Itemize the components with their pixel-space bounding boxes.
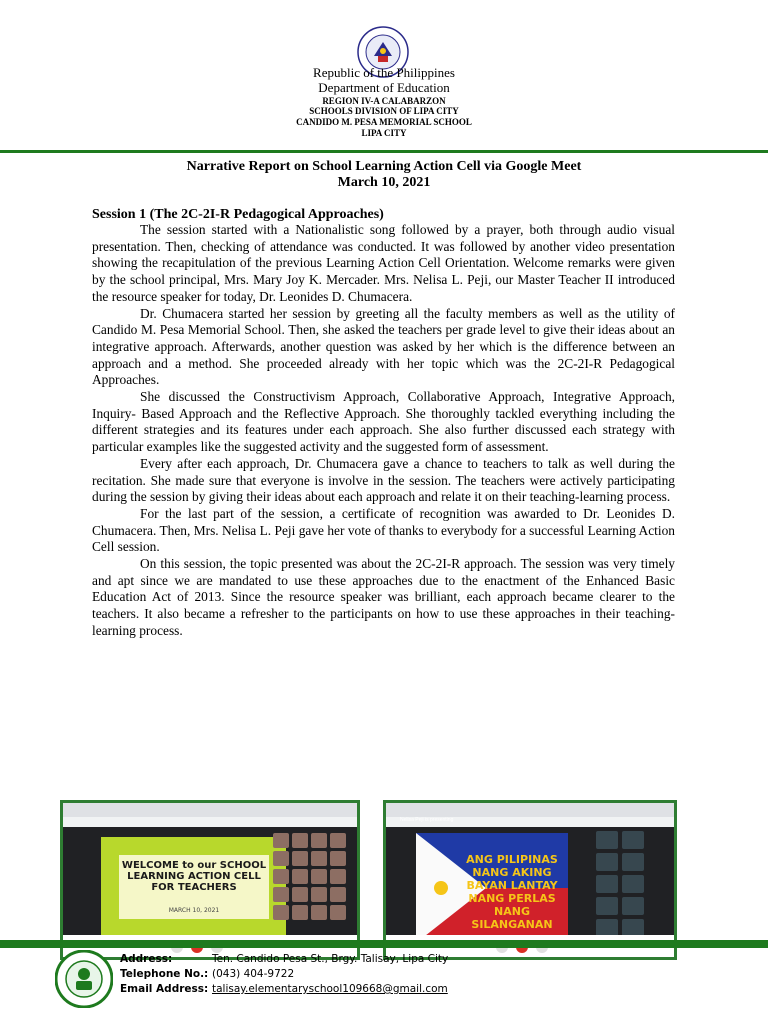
- flag-slide-text: ANG PILIPINAS NANG AKING BAYAN LANTAY NANG PERLAS NANG SILANGANAN: [466, 853, 558, 931]
- city-line: LIPA CITY: [361, 128, 407, 138]
- paragraph: Every after each approach, Dr. Chumacera gave a chance to teachers to talk as well during the recitation. She made sure that everyone is involve in the session. The teachers were actively participating during the session by giving their ideas about each approach and relate it on their teaching-learning process.: [92, 455, 675, 505]
- address-line: [120, 953, 448, 965]
- welcome-slide: [101, 837, 286, 937]
- address-label: Address:: [120, 953, 173, 965]
- browser-tab-bar: [63, 803, 357, 817]
- flag-slide: [416, 833, 568, 943]
- report-body: [92, 222, 675, 640]
- paragraph: She discussed the Constructivism Approach, Collaborative Approach, Integrative Approach, Inquiry- Based Approach and the Reflective Approach. She thoroughly tackled everything including the different strategies and its features under each approach. She also further discussed each strategy with particular examples like the suggested activity and the suggested form of assessment.: [92, 389, 675, 455]
- browser-address-bar: [63, 817, 357, 827]
- republic-line: Republic of the Philippines: [313, 65, 455, 80]
- header-rule: [0, 150, 768, 153]
- address-value: Ten. Candido Pesa St., Brgy. Talisay, Lipa City: [212, 953, 449, 965]
- region-line: REGION IV-A CALABARZON: [322, 96, 446, 106]
- paragraph: For the last part of the session, a certificate of recognition was awarded to Dr. Leonides D. Chumacera. Then, Mrs. Nelisa L. Peji gave her vote of thanks to everybody for a successful Learning Action Cell session.: [92, 505, 675, 555]
- welcome-slide-text: WELCOME to our SCHOOL LEARNING ACTION CELL FOR TEACHERS: [121, 860, 267, 893]
- email-label: Email Address:: [120, 983, 209, 995]
- school-line: CANDIDO M. PESA MEMORIAL SCHOOL: [296, 117, 472, 127]
- sun-icon: [434, 881, 448, 895]
- browser-tab-bar: [386, 803, 674, 817]
- telephone-line: [120, 968, 294, 980]
- session-heading: Session 1 (The 2C-2I-R Pedagogical Approaches): [92, 207, 384, 222]
- participant-grid: [596, 831, 644, 937]
- paragraph: Dr. Chumacera started her session by greeting all the faculty members as well as the utility of Candido M. Pesa Memorial School. Then, she asked the teachers per grade level to give their ideas about an integrative approach. Afterwards, another question was asked by her which is the difference between an approach and a method. She proceeded already with her topic which was the 2C-2I-R Pedagogical Approaches.: [92, 305, 675, 388]
- telephone-value: (043) 404-9722: [212, 968, 295, 980]
- meet-screenshot-welcome: [60, 800, 360, 960]
- report-date: March 10, 2021: [337, 175, 431, 190]
- participant-grid: [273, 833, 346, 920]
- report-title: Narrative Report on School Learning Action Cell via Google Meet: [186, 159, 582, 174]
- email-link[interactable]: talisay.elementaryschool109668@gmail.com: [212, 983, 448, 995]
- meet-screenshot-flag: [383, 800, 677, 960]
- school-seal-icon: [55, 950, 113, 1008]
- paragraph: The session started with a Nationalistic song followed by a prayer, both through audio visual presentation. Then, checking of attendance was conducted. It was followed by another video presentation showing the recapitulation of the previous Learning Action Cell Orientation. Welcome remarks were given by the school principal, Mrs. Mary Joy K. Mercader. Mrs. Nelisa L. Peji, our Master Teacher II introduced the resource speaker for today, Dr. Leonides D. Chumacera.: [92, 222, 675, 304]
- paragraph: On this session, the topic presented was about the 2C-2I-R approach. The session was very timely and apt since we are mandated to use these approaches due to the enactment of the Enhanced Basic Education Act of 2013. Since the resource speaker was brilliant, each approach became clearer to the teachers. It also became a refresher to the participants on how to use these approaches in their teaching-learning process.: [92, 556, 675, 638]
- email-line: [120, 983, 448, 995]
- footer-rule: [0, 940, 768, 948]
- telephone-label: Telephone No.:: [120, 968, 209, 980]
- division-line: SCHOOLS DIVISION OF LIPA CITY: [309, 106, 459, 116]
- welcome-slide-date: MARCH 10, 2021: [168, 907, 220, 914]
- department-line: Department of Education: [318, 80, 450, 95]
- presenting-label: Nelisa Peji is presenting: [400, 817, 454, 823]
